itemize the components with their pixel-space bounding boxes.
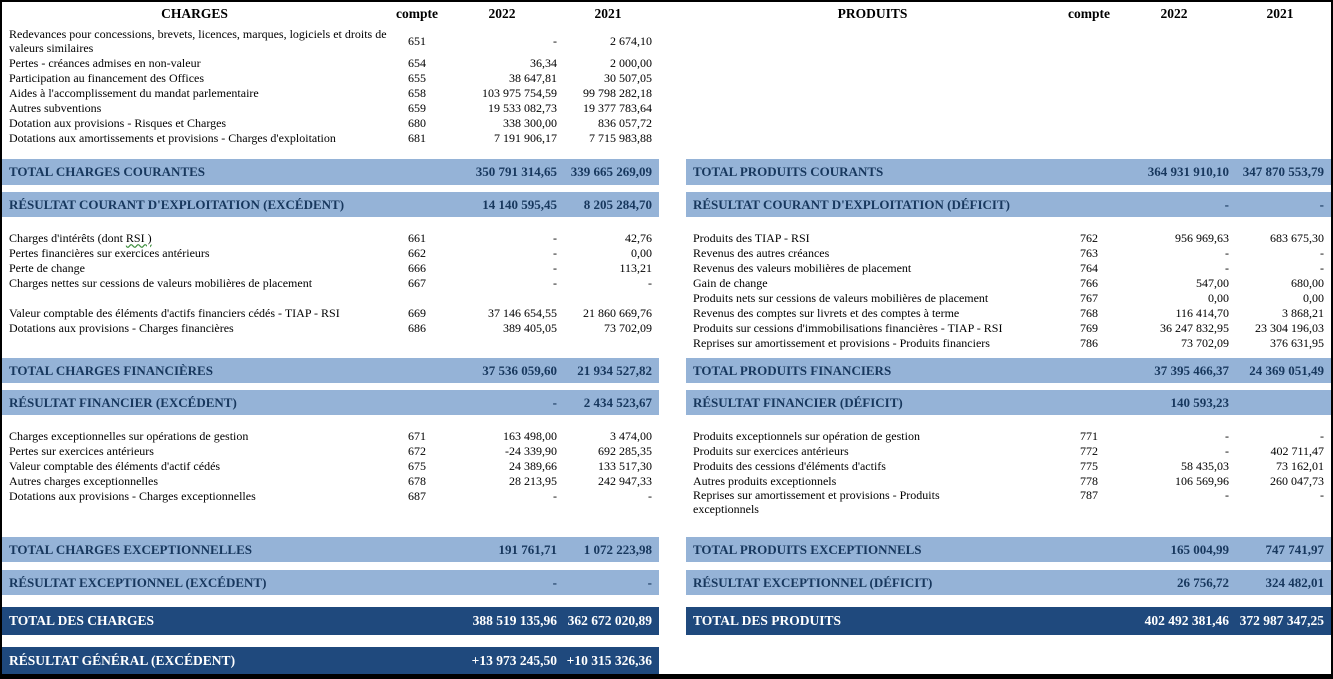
- band-label: RÉSULTAT GÉNÉRAL (EXCÉDENT): [9, 653, 236, 668]
- band-label: TOTAL CHARGES COURANTES: [9, 164, 206, 179]
- charges-table: [2, 2, 659, 674]
- item-value-2021: 7 715 983,88: [589, 130, 652, 145]
- band-value-2022: 26 756,72: [1177, 574, 1229, 590]
- produits-row-gap: [686, 383, 1331, 390]
- produits-item-row-767: [686, 290, 1331, 305]
- item-value-2021: 73 702,09: [604, 320, 652, 335]
- charges-total-financier-band: [2, 358, 659, 383]
- band-label: TOTAL CHARGES FINANCIÈRES: [9, 362, 213, 378]
- item-compte: 662: [408, 245, 426, 260]
- item-value-2022: 338 300,00: [503, 115, 557, 130]
- produits-courant_items-section: [686, 25, 1331, 159]
- band-label: RÉSULTAT COURANT D'EXPLOITATION (DÉFICIT): [693, 196, 1010, 212]
- charges-row-gap: [2, 635, 659, 647]
- band-value-2021: +10 315 326,36: [566, 653, 652, 668]
- item-label: Dotations aux provisions - Charges financières: [9, 320, 234, 335]
- header-col-compte: compte: [396, 5, 438, 21]
- item-label: Autres subventions: [9, 100, 102, 115]
- item-value-2022: -: [553, 230, 557, 245]
- produits-total-courant-band: [686, 159, 1331, 185]
- item-value-2022: 19 533 082,73: [488, 100, 557, 115]
- band-value-2022: 37 536 059,60: [482, 362, 557, 378]
- item-compte: 778: [1080, 473, 1098, 488]
- item-label-text: Charges d'intérêts (dont: [9, 230, 126, 245]
- band-value-2021: 1 072 223,98: [583, 541, 652, 557]
- band-value-2022: -: [552, 394, 557, 410]
- charges-item-row-blank: [2, 290, 659, 305]
- charges-row-gap: [2, 415, 659, 426]
- band-value-2021: 8 205 284,70: [583, 196, 652, 212]
- produits-item-row-768: [686, 305, 1331, 320]
- item-value-2021: -: [1320, 260, 1324, 275]
- produits-resultat-exceptionnel-band: [686, 570, 1331, 595]
- produits-item-row-778: [686, 473, 1331, 488]
- item-label: Valeur comptable des éléments d'actif cédés: [9, 458, 221, 473]
- item-compte: 654: [408, 55, 426, 70]
- item-label: Autres charges exceptionnelles: [9, 473, 159, 488]
- item-compte: 771: [1080, 428, 1098, 443]
- band-value-2021: 362 672 020,89: [567, 613, 652, 628]
- charges-header-row: [2, 2, 659, 25]
- item-value-2021: 0,00: [1303, 290, 1324, 305]
- item-label: Dotation aux provisions - Risques et Charges: [9, 115, 227, 130]
- charges-item-row-667: [2, 275, 659, 290]
- charges-item-row-678: [2, 473, 659, 488]
- item-value-2022: 7 191 906,17: [494, 130, 557, 145]
- item-compte: 762: [1080, 230, 1098, 245]
- item-value-2022: 73 702,09: [1181, 335, 1229, 350]
- band-label: TOTAL CHARGES EXCEPTIONNELLES: [9, 541, 252, 557]
- item-value-2022: -: [1225, 443, 1229, 458]
- item-compte: 768: [1080, 305, 1098, 320]
- item-compte: 786: [1080, 335, 1098, 350]
- band-value-2021: 372 987 347,25: [1239, 613, 1324, 628]
- band-label: TOTAL DES PRODUITS: [693, 613, 842, 628]
- item-compte: 763: [1080, 245, 1098, 260]
- item-value-2021: -: [648, 488, 652, 503]
- item-label: Revenus des comptes sur livrets et des comptes à terme: [693, 305, 960, 320]
- band-value-2022: -: [552, 574, 557, 590]
- item-compte: 659: [408, 100, 426, 115]
- item-compte: 766: [1080, 275, 1098, 290]
- header-col-2022: 2022: [488, 5, 516, 21]
- band-value-2022: 350 791 314,65: [475, 164, 557, 179]
- charges-resultat-financier-band: [2, 390, 659, 415]
- item-compte: 672: [408, 443, 426, 458]
- item-value-2021: 2 000,00: [610, 55, 652, 70]
- band-value-2021: 347 870 553,79: [1242, 164, 1324, 179]
- item-compte: 655: [408, 70, 426, 85]
- produits-row-gap: [686, 185, 1331, 192]
- band-value-2021: 324 482,01: [1265, 574, 1324, 590]
- produits-table: [686, 2, 1331, 674]
- item-label: Charges nettes sur cessions de valeurs mobilières de placement: [9, 275, 313, 290]
- item-compte: 687: [408, 488, 426, 503]
- item-value-2021: 376 631,95: [1270, 335, 1324, 350]
- produits-item-row-771: [686, 428, 1331, 443]
- item-label: Pertes financières sur exercices antérieurs: [9, 245, 210, 260]
- band-value-2022: 402 492 381,46: [1144, 613, 1229, 628]
- item-value-2022: 389 405,05: [503, 320, 557, 335]
- produits-title: PRODUITS: [837, 5, 908, 21]
- header-col-2021: 2021: [1266, 5, 1294, 21]
- item-label: Produits nets sur cessions de valeurs mobilières de placement: [693, 290, 989, 305]
- item-value-2022: 956 969,63: [1175, 230, 1229, 245]
- charges-row-gap: [2, 217, 659, 228]
- band-label: TOTAL PRODUITS FINANCIERS: [693, 362, 892, 378]
- band-value-2021: 21 934 527,82: [577, 362, 652, 378]
- item-value-2021: 21 860 669,76: [583, 305, 652, 320]
- item-value-2022: -: [1225, 488, 1229, 502]
- item-value-2021: 242 947,33: [598, 473, 652, 488]
- item-compte: 775: [1080, 458, 1098, 473]
- charges-exceptionnel_items-section: [2, 426, 659, 537]
- produits-row-gap: [686, 415, 1331, 426]
- item-value-2022: -: [1225, 260, 1229, 275]
- item-label: Revenus des autres créances: [693, 245, 830, 260]
- charges-total-exceptionnel-band: [2, 537, 659, 562]
- produits-item-row-766: [686, 275, 1331, 290]
- item-value-2022: -: [553, 488, 557, 503]
- item-value-2021: -: [1320, 245, 1324, 260]
- charges-item-row-659: [2, 100, 659, 115]
- band-value-2022: +13 973 245,50: [471, 653, 557, 668]
- item-value-2021: 260 047,73: [1270, 473, 1324, 488]
- spellcheck-marked-text: RSI ): [125, 230, 152, 245]
- charges-row-gap: [2, 383, 659, 390]
- item-label: [686, 488, 1059, 516]
- band-value-2022: -: [1224, 196, 1229, 212]
- item-label: Dotations aux provisions - Charges exceptionnelles: [9, 488, 256, 503]
- produits-item-row-762: [686, 230, 1331, 245]
- item-compte: 681: [408, 130, 426, 145]
- item-compte: 667: [408, 275, 426, 290]
- item-value-2021: 683 675,30: [1270, 230, 1324, 245]
- item-label: Redevances pour concessions, brevets, licences, marques, logiciels et droits de valeurs similaires: [9, 27, 387, 55]
- item-value-2022: 38 647,81: [509, 70, 557, 85]
- charges-item-row-672: [2, 443, 659, 458]
- item-compte: 686: [408, 320, 426, 335]
- charges-item-row-655: [2, 70, 659, 85]
- produits-item-row-787: [686, 488, 1331, 516]
- item-value-2022: 103 975 754,59: [482, 85, 557, 100]
- item-label: Pertes - créances admises en non-valeur: [9, 55, 201, 70]
- item-value-2022: 37 146 654,55: [488, 305, 557, 320]
- band-value-2022: 388 519 135,96: [472, 613, 557, 628]
- produits-resultat-courant-band: [686, 192, 1331, 217]
- band-label: TOTAL PRODUITS EXCEPTIONNELS: [693, 541, 922, 557]
- produits-item-row-769: [686, 320, 1331, 335]
- item-label: Autres produits exceptionnels: [693, 473, 837, 488]
- item-label: Produits des TIAP - RSI: [693, 230, 810, 245]
- band-value-2021: -: [647, 574, 652, 590]
- charges-item-row-680: [2, 115, 659, 130]
- band-value-2022: 364 931 910,10: [1147, 164, 1229, 179]
- band-label: RÉSULTAT FINANCIER (DÉFICIT): [693, 394, 903, 410]
- produits-resultat-financier-band: [686, 390, 1331, 415]
- item-value-2022: 547,00: [1196, 275, 1229, 290]
- produits-total-exceptionnel-band: [686, 537, 1331, 562]
- charges-item-row-654: [2, 55, 659, 70]
- band-value-2021: 2 434 523,67: [583, 394, 652, 410]
- band-value-2022: 165 004,99: [1170, 541, 1229, 557]
- tables-container: [2, 2, 1331, 674]
- item-value-2022: -24 339,90: [505, 443, 557, 458]
- band-value-2021: 747 741,97: [1265, 541, 1324, 557]
- band-value-2022: 14 140 595,45: [482, 196, 557, 212]
- item-value-2021: -: [648, 275, 652, 290]
- produits-row-gap: [686, 217, 1331, 228]
- item-value-2021: 23 304 196,03: [1255, 320, 1324, 335]
- item-value-2022: 28 213,95: [509, 473, 557, 488]
- charges-item-row-669: [2, 305, 659, 320]
- charges-item-row-658: [2, 85, 659, 100]
- item-value-2021: 42,76: [625, 230, 652, 245]
- charges-item-row-662: [2, 245, 659, 260]
- produits-total-financier-band: [686, 358, 1331, 383]
- item-compte: 658: [408, 85, 426, 100]
- item-label: Produits exceptionnels sur opération de gestion: [693, 428, 920, 443]
- item-compte: 680: [408, 115, 426, 130]
- produits-item-row-775: [686, 458, 1331, 473]
- charges-item-row-671: [2, 428, 659, 443]
- charges-resultat-courant-band: [2, 192, 659, 217]
- item-value-2022: 106 569,96: [1175, 473, 1229, 488]
- charges-row-gap: [2, 562, 659, 570]
- item-label: Dotations aux amortissements et provisions - Charges d'exploitation: [9, 130, 336, 145]
- item-compte: 671: [408, 428, 426, 443]
- item-value-2022: 116 414,70: [1175, 305, 1229, 320]
- band-value-2022: 191 761,71: [498, 541, 557, 557]
- item-value-2021: 836 057,72: [598, 115, 652, 130]
- band-label: RÉSULTAT FINANCIER (EXCÉDENT): [9, 394, 237, 410]
- header-col-compte: compte: [1068, 5, 1110, 21]
- column-gap: [659, 2, 686, 674]
- item-value-2021: 19 377 783,64: [583, 100, 652, 115]
- item-value-2022: 36,34: [530, 55, 557, 70]
- charges-total-courant-band: [2, 159, 659, 185]
- produits-row-gap: [686, 595, 1331, 607]
- header-col-2022: 2022: [1160, 5, 1188, 21]
- band-value-2022: 140 593,23: [1170, 394, 1229, 410]
- item-compte: 678: [408, 473, 426, 488]
- item-label: Produits sur cessions d'immobilisations financières - TIAP - RSI: [693, 320, 1003, 335]
- produits-item-row-763: [686, 245, 1331, 260]
- item-value-2022: 58 435,03: [1181, 458, 1229, 473]
- item-label: Pertes sur exercices antérieurs: [9, 443, 154, 458]
- item-value-2022: -: [553, 275, 557, 290]
- item-compte: 666: [408, 260, 426, 275]
- item-label: Perte de change: [9, 260, 85, 275]
- item-value-2021: -: [1320, 428, 1324, 443]
- produits-item-row-772: [686, 443, 1331, 458]
- item-compte: 772: [1080, 443, 1098, 458]
- item-value-2021: 133 517,30: [598, 458, 652, 473]
- produits-exceptionnel_items-section: [686, 426, 1331, 537]
- item-value-2022: 163 498,00: [503, 428, 557, 443]
- item-label: Produits des cessions d'éléments d'actifs: [693, 458, 886, 473]
- produits-item-row-764: [686, 260, 1331, 275]
- item-value-2021: 3 474,00: [610, 428, 652, 443]
- charges-row-gap: [2, 595, 659, 607]
- charges-row-gap: [2, 185, 659, 192]
- band-value-2021: 339 665 269,09: [570, 164, 652, 179]
- band-value-2021: 24 369 051,49: [1249, 362, 1324, 378]
- item-compte: 769: [1080, 320, 1098, 335]
- item-value-2022: 36 247 832,95: [1160, 320, 1229, 335]
- band-label: TOTAL DES CHARGES: [9, 613, 155, 628]
- item-label: Revenus des valeurs mobilières de placement: [693, 260, 912, 275]
- item-label: Produits sur exercices antérieurs: [693, 443, 849, 458]
- charges-title: CHARGES: [161, 5, 228, 21]
- band-label: TOTAL PRODUITS COURANTS: [693, 164, 884, 179]
- item-value-2021: 113,21: [619, 260, 652, 275]
- item-value-2021: 30 507,05: [604, 70, 652, 85]
- charges-resultat-exceptionnel-band: [2, 570, 659, 595]
- item-value-2022: -: [553, 34, 557, 48]
- charges-item-row-661: [2, 230, 659, 245]
- produits-financier_items-section: [686, 228, 1331, 358]
- item-value-2021: 3 868,21: [1282, 305, 1324, 320]
- item-value-2021: -: [1320, 488, 1324, 502]
- charges-item-row-666: [2, 260, 659, 275]
- charges-item-row-675: [2, 458, 659, 473]
- produits-empty-space: [686, 647, 1331, 675]
- item-value-2021: 0,00: [631, 245, 652, 260]
- item-value-2021: 402 711,47: [1270, 443, 1324, 458]
- item-label: [2, 231, 387, 245]
- item-label: Gain de change: [693, 275, 768, 290]
- produits-row-gap: [686, 562, 1331, 570]
- produits-total-general-band: [686, 607, 1331, 635]
- item-compte: 669: [408, 305, 426, 320]
- item-compte: 661: [408, 230, 426, 245]
- item-label: Participation au financement des Offices: [9, 70, 205, 85]
- item-value-2022: -: [553, 245, 557, 260]
- item-label: Reprises sur amortissement et provisions - Produits financiers: [693, 335, 990, 350]
- band-value-2021: -: [1319, 196, 1324, 212]
- charges-courant_items-section: [2, 25, 659, 159]
- charges-item-row-687: [2, 488, 659, 503]
- item-value-2021: 99 798 282,18: [583, 85, 652, 100]
- item-value-2022: -: [1225, 245, 1229, 260]
- header-col-2021: 2021: [594, 5, 622, 21]
- item-value-2021: 692 285,35: [598, 443, 652, 458]
- item-label: Aides à l'accomplissement du mandat parlementaire: [9, 85, 259, 100]
- charges-item-row-686: [2, 320, 659, 335]
- charges-item-row-681: [2, 130, 659, 145]
- produits-item-row-786: [686, 335, 1331, 350]
- item-value-2021: 73 162,01: [1276, 458, 1324, 473]
- band-label: RÉSULTAT COURANT D'EXPLOITATION (EXCÉDENT): [9, 196, 345, 212]
- band-label: RÉSULTAT EXCEPTIONNEL (EXCÉDENT): [9, 574, 267, 590]
- item-compte: 767: [1080, 290, 1098, 305]
- item-compte: 675: [408, 458, 426, 473]
- band-value-2022: 37 395 466,37: [1154, 362, 1229, 378]
- item-label: Valeur comptable des éléments d'actifs financiers cédés - TIAP - RSI: [9, 305, 340, 320]
- item-value-2022: 0,00: [1208, 290, 1229, 305]
- item-value-2021: 680,00: [1291, 275, 1324, 290]
- item-compte: 787: [1080, 488, 1098, 502]
- item-value-2022: 24 389,66: [509, 458, 557, 473]
- item-compte: 651: [408, 34, 426, 48]
- item-value-2021: 2 674,10: [610, 34, 652, 48]
- produits-header-row: [686, 2, 1331, 25]
- produits-row-gap: [686, 635, 1331, 647]
- charges-item-row-651: [2, 27, 659, 55]
- item-label: Charges exceptionnelles sur opérations de gestion: [9, 428, 249, 443]
- charges-total-general-band: [2, 607, 659, 635]
- item-value-2022: -: [553, 260, 557, 275]
- item-value-2022: -: [1225, 428, 1229, 443]
- item-compte: 764: [1080, 260, 1098, 275]
- band-label: RÉSULTAT EXCEPTIONNEL (DÉFICIT): [693, 574, 933, 590]
- charges-financier_items-section: [2, 228, 659, 358]
- charges-resultat-general-band: [2, 647, 659, 675]
- item-label-text: Reprises sur amortissement et provisions - Produits exceptionnels: [693, 488, 940, 516]
